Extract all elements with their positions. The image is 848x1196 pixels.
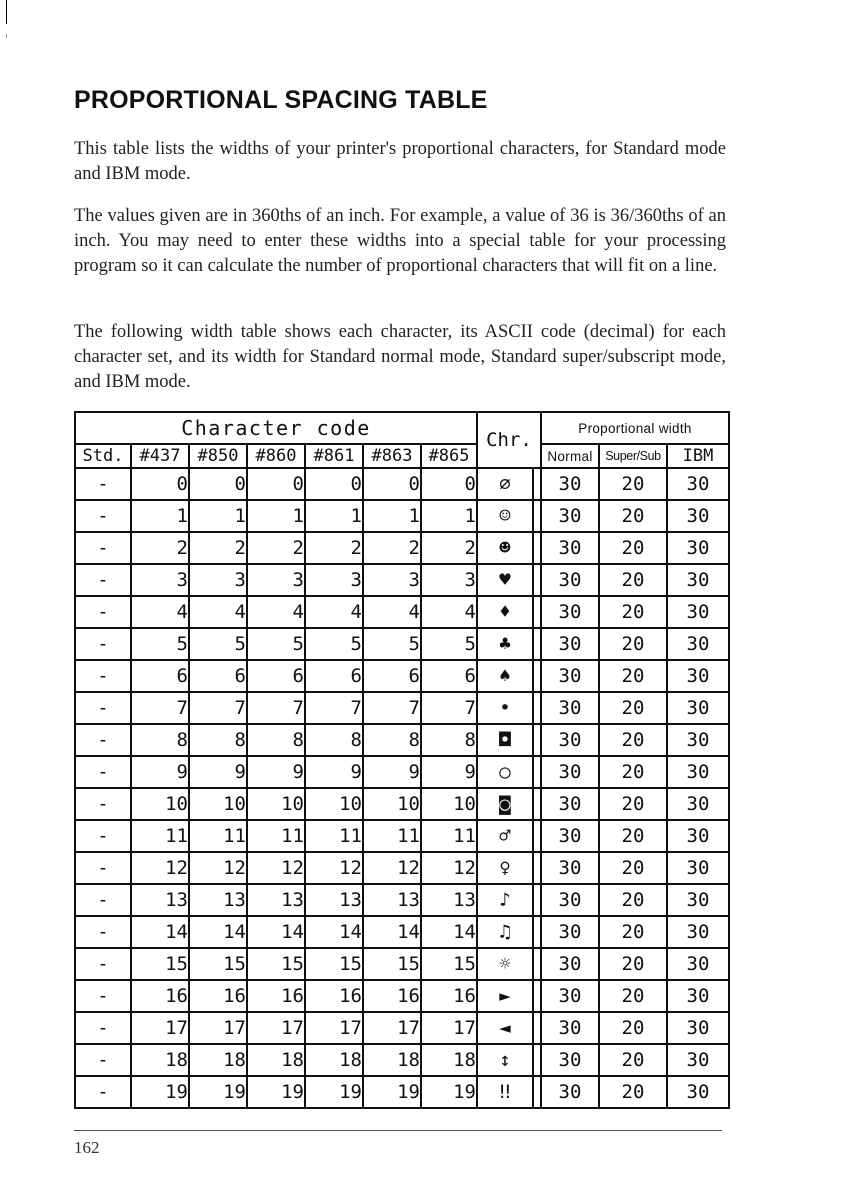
chr-cell: ☼ [477,948,533,980]
super-sub-width-cell: 20 [599,564,667,596]
super-sub-column-header: Super/Sub [599,444,667,468]
code-cell: 12 [421,852,477,884]
super-sub-width-cell: 20 [599,1044,667,1076]
code-cell: 7 [247,692,305,724]
super-sub-width-cell: 20 [599,884,667,916]
code-cell: 4 [305,596,363,628]
ibm-width-cell: 30 [667,564,729,596]
code-cell: 3 [421,564,477,596]
margin-mark [6,0,7,24]
code-cell: 18 [247,1044,305,1076]
table-row [75,1044,729,1076]
code-cell: 4 [421,596,477,628]
437-column-header: #437 [131,444,189,468]
code-cell: 18 [131,1044,189,1076]
code-cell: 10 [421,788,477,820]
intro-paragraph: This table lists the widths of your printer's proportional characters, for Standard mode and IBM mode. [74,139,726,184]
super-sub-width-cell: 20 [599,756,667,788]
code-cell: 6 [247,660,305,692]
proportional-spacing-table [74,411,730,1109]
code-cell: 10 [131,788,189,820]
code-cell: 19 [189,1076,247,1108]
chr-gap-cell [533,596,541,628]
super-sub-width-cell: 20 [599,692,667,724]
chr-cell: ‼ [477,1076,533,1108]
chr-cell: ♂ [477,820,533,852]
normal-column-header: Normal [541,444,599,468]
861-column-header: #861 [305,444,363,468]
normal-width-cell: 30 [541,692,599,724]
super-sub-width-cell: 20 [599,916,667,948]
ibm-width-cell: 30 [667,884,729,916]
table-row [75,980,729,1012]
super-sub-width-cell: 20 [599,1076,667,1108]
normal-width-cell: 30 [541,820,599,852]
code-cell: 6 [189,660,247,692]
chr-cell: ♫ [477,916,533,948]
chr-gap-cell [533,724,541,756]
super-sub-width-cell: 20 [599,532,667,564]
table-row [75,820,729,852]
table-row [75,788,729,820]
std-cell: - [75,660,131,692]
code-cell: 0 [363,468,421,500]
chr-cell: ♪ [477,884,533,916]
code-cell: 9 [247,756,305,788]
code-cell: 1 [305,500,363,532]
code-cell: 1 [189,500,247,532]
chr-gap-cell [533,980,541,1012]
std-cell: - [75,596,131,628]
chr-gap-cell [533,756,541,788]
code-cell: 2 [247,532,305,564]
code-cell: 7 [189,692,247,724]
code-cell: 17 [247,1012,305,1044]
chr-cell: ♦ [477,596,533,628]
ibm-width-cell: 30 [667,532,729,564]
super-sub-width-cell: 20 [599,788,667,820]
code-cell: 11 [189,820,247,852]
code-cell: 14 [131,916,189,948]
code-cell: 0 [189,468,247,500]
chr-cell: ∅ [477,468,533,500]
table-row [75,948,729,980]
ibm-width-cell: 30 [667,500,729,532]
code-cell: 14 [363,916,421,948]
chr-gap-cell [533,948,541,980]
code-cell: 13 [131,884,189,916]
code-cell: 15 [363,948,421,980]
super-sub-width-cell: 20 [599,948,667,980]
code-cell: 2 [189,532,247,564]
chr-gap-cell [533,916,541,948]
normal-width-cell: 30 [541,532,599,564]
code-cell: 18 [363,1044,421,1076]
chr-gap-cell [533,468,541,500]
code-cell: 9 [189,756,247,788]
table-row [75,724,729,756]
850-column-header: #850 [189,444,247,468]
table-row [75,660,729,692]
code-cell: 5 [189,628,247,660]
code-cell: 11 [305,820,363,852]
chr-gap-cell [533,692,541,724]
code-cell: 13 [189,884,247,916]
table-row [75,564,729,596]
code-cell: 14 [247,916,305,948]
ibm-width-cell: 30 [667,980,729,1012]
chr-gap-cell [533,788,541,820]
code-cell: 13 [421,884,477,916]
ibm-width-cell: 30 [667,660,729,692]
code-cell: 12 [305,852,363,884]
std-cell: - [75,468,131,500]
chr-gap-cell [533,1076,541,1108]
table-row [75,1012,729,1044]
code-cell: 11 [363,820,421,852]
table-row [75,628,729,660]
chr-cell: ↕ [477,1044,533,1076]
code-cell: 7 [131,692,189,724]
code-cell: 2 [363,532,421,564]
code-cell: 6 [363,660,421,692]
code-cell: 9 [131,756,189,788]
table-row [75,692,729,724]
normal-width-cell: 30 [541,884,599,916]
code-cell: 4 [247,596,305,628]
code-cell: 10 [305,788,363,820]
code-cell: 16 [247,980,305,1012]
normal-width-cell: 30 [541,660,599,692]
code-cell: 16 [131,980,189,1012]
normal-width-cell: 30 [541,564,599,596]
std-cell: - [75,788,131,820]
code-cell: 19 [363,1076,421,1108]
code-cell: 8 [363,724,421,756]
code-cell: 18 [189,1044,247,1076]
normal-width-cell: 30 [541,1044,599,1076]
table-row [75,756,729,788]
code-cell: 1 [247,500,305,532]
chr-gap-cell [533,1012,541,1044]
chr-header: Chr. [477,412,541,468]
code-cell: 4 [189,596,247,628]
code-cell: 15 [305,948,363,980]
code-cell: 16 [305,980,363,1012]
code-cell: 11 [247,820,305,852]
code-cell: 19 [305,1076,363,1108]
table-row [75,468,729,500]
normal-width-cell: 30 [541,596,599,628]
code-cell: 2 [421,532,477,564]
863-column-header: #863 [363,444,421,468]
normal-width-cell: 30 [541,628,599,660]
chr-gap-cell [533,660,541,692]
code-cell: 9 [421,756,477,788]
code-cell: 0 [131,468,189,500]
character-code-header: Character code [75,412,477,444]
chr-cell: ◘ [477,724,533,756]
std-cell: - [75,564,131,596]
code-cell: 17 [131,1012,189,1044]
code-cell: 2 [305,532,363,564]
code-cell: 12 [189,852,247,884]
chr-gap-cell [533,884,541,916]
865-column-header: #865 [421,444,477,468]
super-sub-width-cell: 20 [599,596,667,628]
code-cell: 7 [421,692,477,724]
super-sub-width-cell: 20 [599,628,667,660]
code-cell: 16 [363,980,421,1012]
normal-width-cell: 30 [541,500,599,532]
code-cell: 17 [363,1012,421,1044]
ibm-width-cell: 30 [667,788,729,820]
table-row [75,1076,729,1108]
code-cell: 3 [247,564,305,596]
chr-gap-cell [533,852,541,884]
table-row [75,884,729,916]
table-row [75,532,729,564]
chr-gap-cell [533,564,541,596]
std-cell: - [75,500,131,532]
ibm-width-cell: 30 [667,1044,729,1076]
super-sub-width-cell: 20 [599,820,667,852]
super-sub-width-cell: 20 [599,1012,667,1044]
chr-gap-cell [533,820,541,852]
table-body [75,468,729,1108]
std-cell: - [75,692,131,724]
code-cell: 5 [305,628,363,660]
code-cell: 12 [363,852,421,884]
super-sub-width-cell: 20 [599,500,667,532]
chr-cell: ♠ [477,660,533,692]
code-cell: 3 [363,564,421,596]
table-row [75,500,729,532]
std-cell: - [75,1076,131,1108]
footer-rule [74,1130,722,1131]
code-cell: 15 [247,948,305,980]
code-cell: 13 [305,884,363,916]
std-cell: - [75,1012,131,1044]
page-number: 162 [74,1138,100,1157]
code-cell: 15 [189,948,247,980]
code-cell: 7 [363,692,421,724]
ibm-width-cell: 30 [667,692,729,724]
normal-width-cell: 30 [541,724,599,756]
code-cell: 6 [305,660,363,692]
code-cell: 5 [363,628,421,660]
chr-cell: ◄ [477,1012,533,1044]
ibm-width-cell: 30 [667,916,729,948]
code-cell: 19 [421,1076,477,1108]
code-cell: 7 [305,692,363,724]
std-cell: - [75,628,131,660]
code-cell: 0 [247,468,305,500]
normal-width-cell: 30 [541,468,599,500]
std-cell: - [75,532,131,564]
code-cell: 12 [131,852,189,884]
std-cell: - [75,948,131,980]
normal-width-cell: 30 [541,852,599,884]
code-cell: 19 [247,1076,305,1108]
super-sub-width-cell: 20 [599,852,667,884]
chr-cell: ♥ [477,564,533,596]
chr-gap-cell [533,1044,541,1076]
code-cell: 9 [305,756,363,788]
ibm-width-cell: 30 [667,820,729,852]
ibm-width-cell: 30 [667,596,729,628]
code-cell: 5 [247,628,305,660]
normal-width-cell: 30 [541,1012,599,1044]
chr-gap-cell [533,532,541,564]
table-row [75,596,729,628]
ibm-width-cell: 30 [667,724,729,756]
860-column-header: #860 [247,444,305,468]
ibm-width-cell: 30 [667,756,729,788]
code-cell: 16 [189,980,247,1012]
super-sub-width-cell: 20 [599,468,667,500]
code-cell: 8 [189,724,247,756]
normal-width-cell: 30 [541,916,599,948]
code-cell: 3 [305,564,363,596]
units-paragraph: The values given are in 360ths of an inch. For example, a value of 36 is 36/360ths of an inch. You may need to enter these widths into a special table for your processing program so it can calculate the number of proportional characters that will fit on a line. [74,206,726,276]
code-cell: 5 [421,628,477,660]
code-cell: 18 [421,1044,477,1076]
margin-dot [6,34,7,38]
code-cell: 11 [131,820,189,852]
super-sub-width-cell: 20 [599,980,667,1012]
std-cell: - [75,724,131,756]
std-cell: - [75,916,131,948]
chr-cell: ► [477,980,533,1012]
chr-cell: ☻ [477,532,533,564]
code-cell: 4 [363,596,421,628]
chr-gap-cell [533,500,541,532]
std-cell: - [75,852,131,884]
normal-width-cell: 30 [541,1076,599,1108]
ibm-width-cell: 30 [667,468,729,500]
code-cell: 17 [189,1012,247,1044]
table-row [75,852,729,884]
code-cell: 12 [247,852,305,884]
normal-width-cell: 30 [541,788,599,820]
code-cell: 8 [247,724,305,756]
code-cell: 3 [131,564,189,596]
std-column-header: Std. [75,444,131,468]
code-cell: 5 [131,628,189,660]
std-cell: - [75,980,131,1012]
ibm-width-cell: 30 [667,1012,729,1044]
code-cell: 6 [131,660,189,692]
code-cell: 18 [305,1044,363,1076]
std-cell: - [75,1044,131,1076]
code-cell: 14 [305,916,363,948]
code-cell: 0 [305,468,363,500]
code-cell: 9 [363,756,421,788]
code-cell: 19 [131,1076,189,1108]
code-cell: 17 [421,1012,477,1044]
code-cell: 8 [421,724,477,756]
code-cell: 3 [189,564,247,596]
code-cell: 11 [421,820,477,852]
code-cell: 2 [131,532,189,564]
code-cell: 8 [131,724,189,756]
table-description-paragraph: The following width table shows each character, its ASCII code (decimal) for each character set, and its width for Standard normal mode, Standard super/subscript mode, and IBM mode. [74,322,726,392]
code-cell: 1 [363,500,421,532]
code-cell: 17 [305,1012,363,1044]
code-cell: 0 [421,468,477,500]
chr-gap-cell [533,628,541,660]
code-cell: 14 [421,916,477,948]
ibm-width-cell: 30 [667,948,729,980]
ibm-width-cell: 30 [667,852,729,884]
code-cell: 10 [189,788,247,820]
code-cell: 1 [131,500,189,532]
super-sub-width-cell: 20 [599,660,667,692]
page-title: PROPORTIONAL SPACING TABLE [74,86,488,114]
chr-cell: ☺ [477,500,533,532]
ibm-column-header: IBM [667,444,729,468]
ibm-width-cell: 30 [667,628,729,660]
code-cell: 8 [305,724,363,756]
table-row [75,916,729,948]
proportional-width-header: Proportional width [541,412,729,444]
std-cell: - [75,756,131,788]
code-cell: 14 [189,916,247,948]
normal-width-cell: 30 [541,980,599,1012]
code-cell: 16 [421,980,477,1012]
code-cell: 1 [421,500,477,532]
code-cell: 10 [247,788,305,820]
chr-cell: • [477,692,533,724]
code-cell: 4 [131,596,189,628]
std-cell: - [75,884,131,916]
ibm-width-cell: 30 [667,1076,729,1108]
chr-cell: ♣ [477,628,533,660]
code-cell: 13 [363,884,421,916]
code-cell: 15 [131,948,189,980]
chr-cell: ◙ [477,788,533,820]
code-cell: 6 [421,660,477,692]
super-sub-width-cell: 20 [599,724,667,756]
code-cell: 15 [421,948,477,980]
chr-cell: ♀ [477,852,533,884]
normal-width-cell: 30 [541,756,599,788]
normal-width-cell: 30 [541,948,599,980]
chr-cell: ○ [477,756,533,788]
code-cell: 13 [247,884,305,916]
code-cell: 10 [363,788,421,820]
std-cell: - [75,820,131,852]
